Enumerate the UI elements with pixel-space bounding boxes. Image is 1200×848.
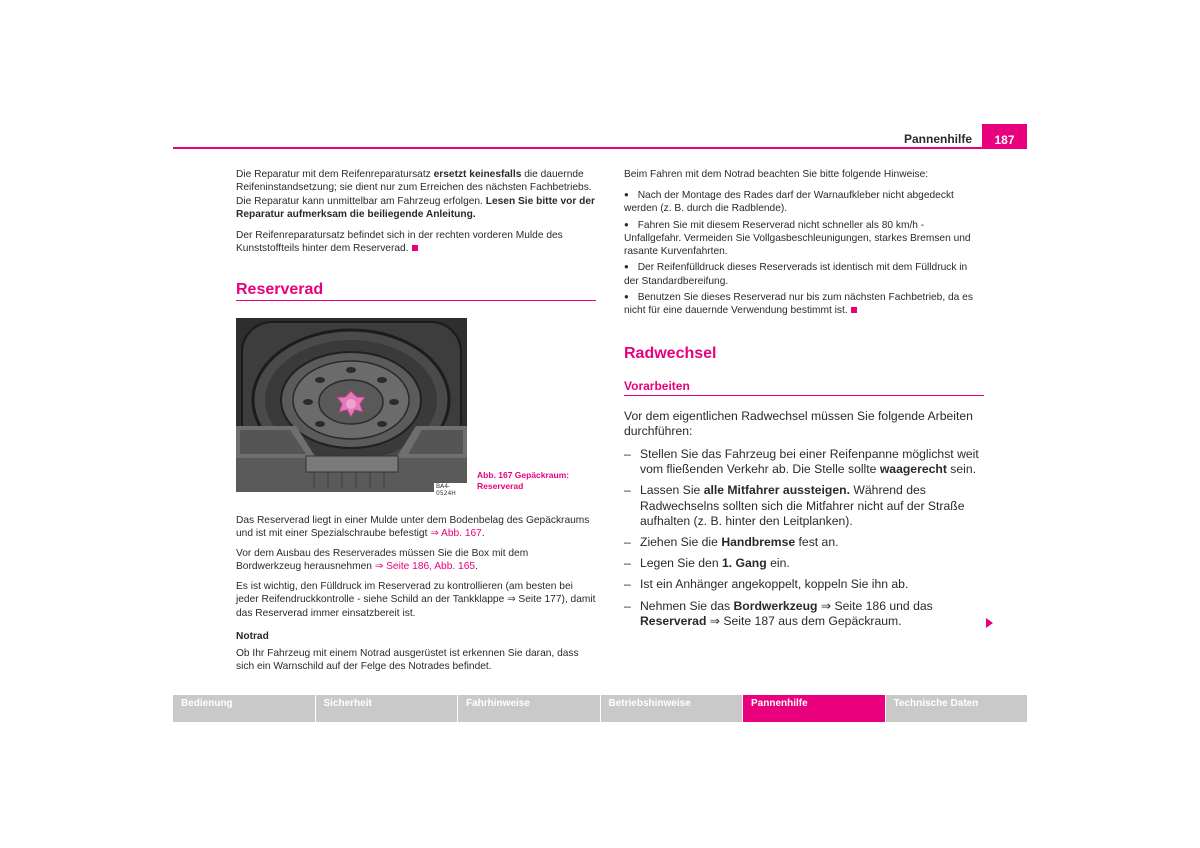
nav-tab-sicherheit[interactable]: Sicherheit — [316, 695, 458, 722]
bullet-dot-icon: ● — [624, 292, 629, 302]
figure-caption-line-1: Abb. 167 Gepäckraum: — [477, 470, 570, 480]
left-paragraph-3: Das Reserverad liegt in einer Mulde unter dem Bodenbelag des Gepäckraums und ist mit einer Spezialschraube befestigt ⇒ Abb. 167. — [236, 515, 590, 540]
end-of-section-marker — [412, 245, 418, 251]
bullet-text: Fahren Sie mit diesem Reserverad nicht schneller als 80 km/h - Unfallgefahr. Vermeiden Sie Vollgasbeschleunigungen, starkes Bremsen und rasante Kurvenfahrten. — [624, 219, 971, 258]
step-item — [624, 556, 984, 571]
bullet-text: Benutzen Sie dieses Reserverad nur bis zum nächsten Fachbetrieb, da es nicht für eine dauernde Verwendung bestimmt ist. — [624, 292, 973, 317]
section-title-reserverad: Reserverad — [236, 281, 324, 298]
bullet-text: Nach der Montage des Rades darf der Warnaufkleber nicht abgedeckt werden (z. B. durch die Radblende). — [624, 190, 954, 215]
page-number: 187 — [982, 124, 1027, 149]
step-text-run: alle Mitfahrer aussteigen. — [703, 483, 850, 498]
step-text-run: Ist ein Anhänger angekoppelt, koppeln Sie ihn ab. — [640, 577, 909, 592]
dash-marker-icon: – — [624, 577, 631, 592]
next-page-arrow-icon[interactable] — [986, 618, 993, 628]
step-text-run: Reserverad — [640, 613, 707, 628]
dash-marker-icon: – — [624, 535, 631, 550]
step-text-run: Lassen Sie — [640, 483, 704, 498]
intro-run: ersetzt keinesfalls — [433, 169, 522, 180]
p5-text: Es ist wichtig, den Fülldruck im Reserverad zu kontrollieren (am besten bei jeder Reifendruckkontrolle - siehe Schild an der Tankklappe ⇒ Seite 177), damit das Reserverad immer einsatzbereit ist. — [236, 581, 596, 619]
subsection-rule — [624, 395, 984, 396]
nav-tab-bedienung[interactable]: Bedienung — [173, 695, 315, 722]
step-text-run: Stellen Sie das Fahrzeug bei einer Reifenpanne möglichst weit vom fließenden Verkehr ab. Die Stelle sollte — [640, 447, 979, 477]
notrad-paragraph — [236, 647, 596, 674]
notrad-text: Ob Ihr Fahrzeug mit einem Notrad ausgerüstet ist erkennen Sie daran, dass sich ein Warnschild auf der Felge des Notrades befindet. — [236, 648, 579, 673]
step-text-run: waagerecht — [879, 462, 947, 477]
step-item — [624, 535, 984, 550]
left-intro-paragraph-2 — [236, 229, 596, 256]
figure-caption-line-2: Reserverad — [477, 481, 524, 491]
intro-run: Lesen Sie bitte vor der Reparatur aufmerksam die beiliegende Anleitung. — [236, 195, 596, 220]
chapter-navigation-bar — [173, 695, 1027, 722]
bullet-item — [624, 261, 984, 288]
intro-text-2: Der Reifenreparatursatz befindet sich in der rechten vorderen Mulde des Kunststoffteils hinter dem Reserverad. — [236, 230, 563, 255]
section-rule — [236, 300, 596, 301]
bullet-item — [624, 189, 984, 216]
spare-wheel-illustration — [236, 318, 467, 492]
p4-text: Vor dem Ausbau des Reserverades müssen Sie die Box mit dem Bordwerkzeug herausnehmen — [236, 548, 529, 573]
figure-caption — [477, 470, 587, 492]
step-item — [624, 599, 984, 629]
bullet-item — [624, 219, 984, 259]
step-text-run: ⇒ Seite 187 aus dem Gepäckraum. — [706, 613, 902, 628]
nav-tab-fahrhinweise[interactable]: Fahrhinweise — [458, 695, 600, 722]
step-text-run: Ziehen Sie die — [640, 535, 722, 550]
link-abb-167[interactable]: ⇒ Abb. 167 — [430, 528, 482, 540]
step-text-run: Handbremse — [721, 535, 796, 550]
step-text-run: Nehmen Sie das — [640, 598, 734, 613]
step-text-run: ein. — [766, 556, 790, 571]
notrad-heading: Notrad — [236, 631, 269, 642]
chapter-title: Pannenhilfe — [903, 132, 972, 146]
section-title-radwechsel: Radwechsel — [624, 345, 717, 362]
hint-bullet-list — [624, 189, 984, 318]
bullet-item — [624, 291, 984, 318]
link-seite-186[interactable]: ⇒ Seite 186, Abb. 165 — [374, 561, 476, 573]
header-rule — [173, 147, 1027, 149]
dash-marker-icon: – — [624, 483, 631, 498]
intro-run: die dauernde Reifeninstandsetzung; sie dient nur zum Erreichen des nächsten Fachbetriebs. Die Reparatur kann unmittelbar am Fahrzeug erfolgen. — [236, 169, 592, 207]
dash-marker-icon: – — [624, 598, 631, 613]
nav-tab-pannenhilfe[interactable]: Pannenhilfe — [743, 695, 885, 722]
intro-text-runs — [236, 168, 596, 221]
step-item — [624, 483, 984, 529]
step-text-run: sein. — [946, 462, 977, 477]
figure-spare-wheel-image — [236, 318, 467, 497]
step-text-run: Legen Sie den — [640, 556, 722, 571]
intro-run: Die Reparatur mit dem Reifenreparatursatz — [236, 169, 434, 180]
radwechsel-lead: Vor dem eigentlichen Radwechsel müssen Sie folgende Arbeiten durchführen: — [624, 409, 973, 439]
right-intro: Beim Fahren mit dem Notrad beachten Sie bitte folgende Hinweise: — [624, 169, 929, 180]
preparation-steps-list — [624, 447, 984, 635]
bullet-dot-icon: ● — [624, 219, 629, 229]
step-item — [624, 577, 984, 592]
left-paragraph-5 — [236, 580, 596, 620]
end-of-section-marker — [851, 307, 857, 313]
nav-tab-technische-daten[interactable]: Technische Daten — [886, 695, 1028, 722]
step-text-run: Während des Radwechselns sollten sich die Mitfahrer nicht auf der Straße aufhalten (z. B. hinter den Leitplanken). — [640, 483, 965, 528]
step-text-run: ⇒ Seite 186 und das — [817, 598, 933, 613]
step-text-run: 1. Gang — [722, 556, 767, 571]
step-text-run: Bordwerkzeug — [733, 598, 818, 613]
subsection-title-vorarbeiten: Vorarbeiten — [624, 379, 690, 393]
step-text-run: fest an. — [795, 535, 839, 550]
p3-text: Das Reserverad liegt in einer Mulde unter dem Bodenbelag des Gepäckraums und ist mit einer Spezialschraube befestigt — [236, 515, 590, 540]
nav-tab-betriebshinweise[interactable]: Betriebshinweise — [601, 695, 743, 722]
left-paragraph-4: Vor dem Ausbau des Reserverades müssen Sie die Box mit dem Bordwerkzeug herausnehmen ⇒ Seite 186, Abb. 165. — [236, 548, 529, 573]
bullet-dot-icon: ● — [624, 190, 629, 199]
bullet-text: Der Reifenfülldruck dieses Reserverads ist identisch mit dem Fülldruck in der Standardbereifung. — [624, 262, 968, 287]
dash-marker-icon: – — [624, 556, 631, 571]
figure-code-label: BA4-0524H — [434, 483, 467, 497]
bullet-dot-icon: ● — [624, 262, 629, 272]
left-intro-paragraph-1 — [236, 168, 596, 221]
step-item — [624, 447, 984, 477]
dash-marker-icon: – — [624, 447, 631, 461]
